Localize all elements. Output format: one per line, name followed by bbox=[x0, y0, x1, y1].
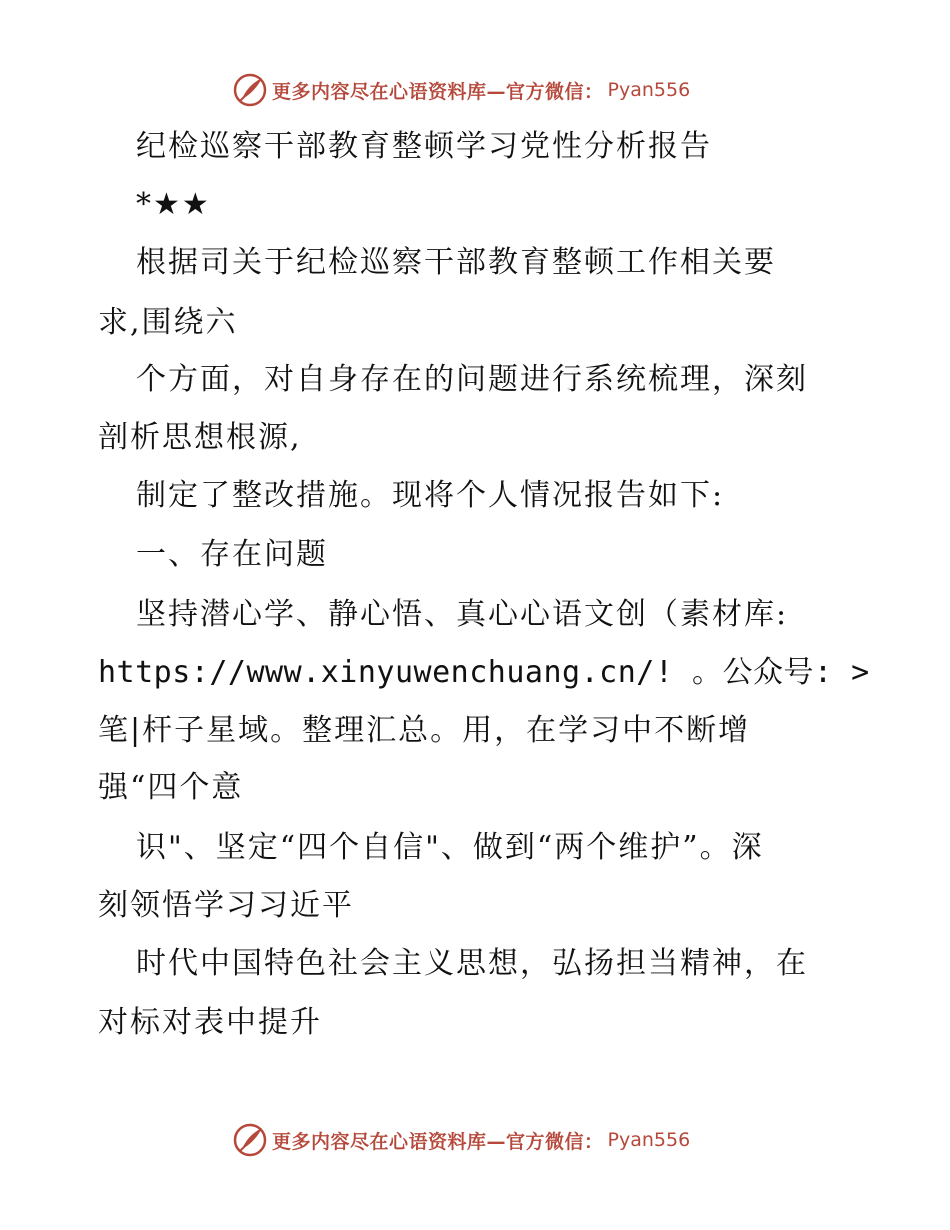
paragraph-line: 时代中国特色社会主义思想，弘扬担当精神，在 bbox=[136, 946, 808, 981]
paragraph-line: 强“四个意 bbox=[98, 770, 244, 805]
paragraph-line: 识"、坚定“四个自信"、做到“两个维护”。深 bbox=[136, 830, 764, 865]
document-title: 纪检巡察干部教育整顿学习党性分析报告 bbox=[136, 129, 712, 164]
banner-wechat-id: Pyan556 bbox=[607, 1129, 691, 1151]
paragraph-line: 求,围绕六 bbox=[98, 305, 238, 340]
header-watermark-banner bbox=[232, 70, 752, 110]
banner-wechat-id: Pyan556 bbox=[607, 79, 691, 101]
paragraph-line: 根据司关于纪检巡察干部教育整顿工作相关要 bbox=[136, 245, 776, 280]
paragraph-line-url: https://www.xinyuwenchuang.cn/! 。公众号: > bbox=[98, 655, 870, 690]
section-heading: 一、存在问题 bbox=[136, 537, 328, 572]
paragraph-line: 对标对表中提升 bbox=[98, 1005, 322, 1040]
paragraph-line: 笔|杆子星域。整理汇总。用，在学习中不断增 bbox=[98, 713, 751, 748]
paragraph-line: 剖析思想根源, bbox=[98, 420, 302, 455]
paragraph-line: 制定了整改措施。现将个人情况报告如下: bbox=[136, 478, 725, 513]
feather-pen-circle-icon bbox=[232, 1122, 268, 1158]
paragraph-line: 坚持潜心学、静心悟、真心心语文创（素材库: bbox=[136, 597, 789, 632]
banner-text: 更多内容尽在心语资料库—官方微信： bbox=[272, 1130, 604, 1153]
paragraph-line: 个方面，对自身存在的问题进行系统梳理，深刻 bbox=[136, 362, 808, 397]
footer-watermark-banner bbox=[232, 1120, 752, 1160]
paragraph-line: 刻领悟学习习近平 bbox=[98, 888, 354, 923]
banner-text: 更多内容尽在心语资料库—官方微信： bbox=[272, 80, 604, 103]
feather-pen-circle-icon bbox=[232, 72, 268, 108]
author-stars: *★★ bbox=[136, 187, 211, 222]
